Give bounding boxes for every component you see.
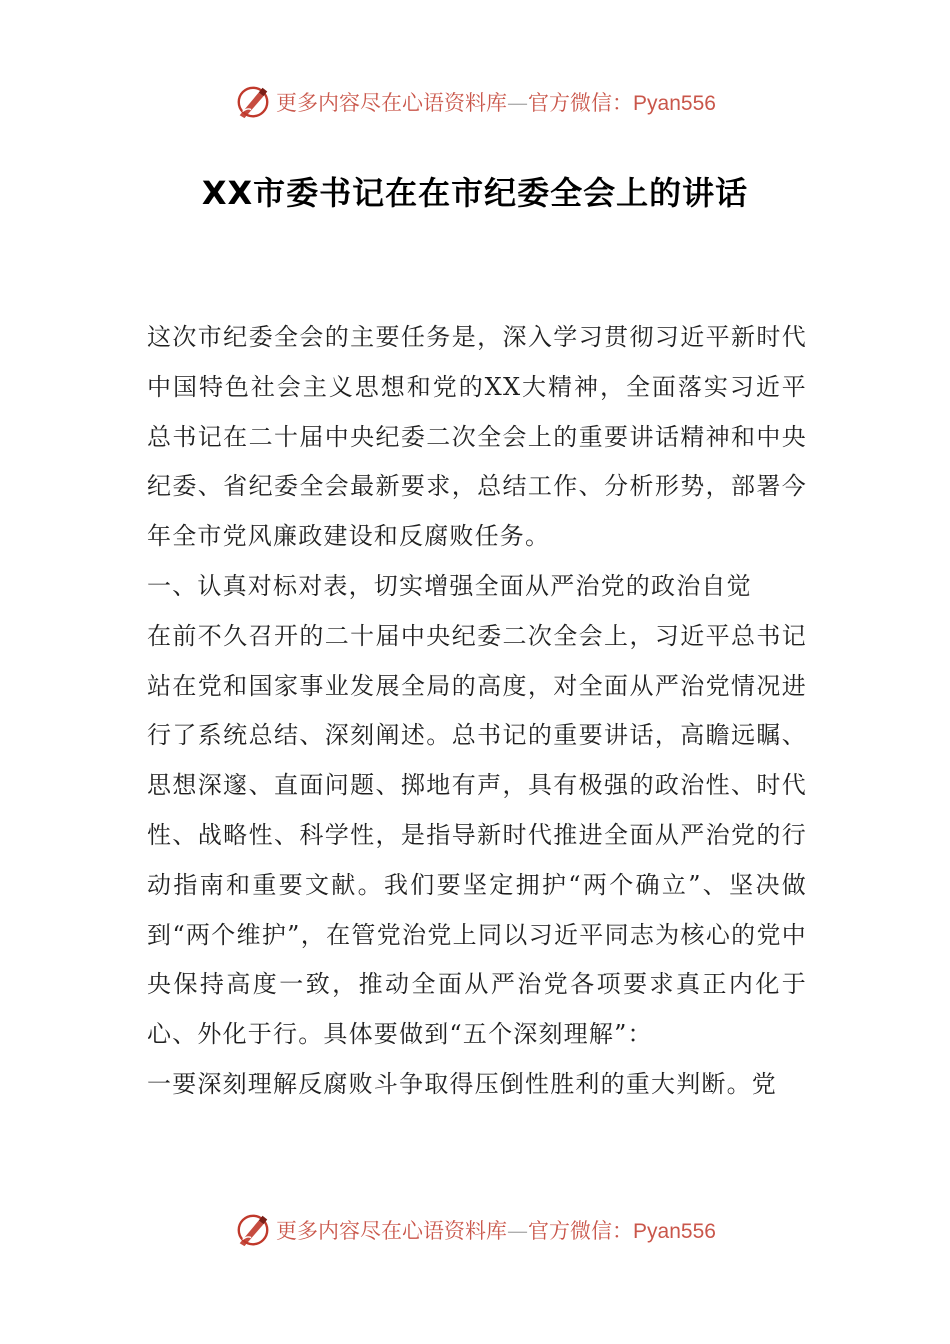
- wechat-handle: Pyan556: [633, 1220, 716, 1243]
- header-banner: [0, 80, 950, 124]
- paragraph-point-1: 一要深刻理解反腐败斗争取得压倒性胜利的重大判断。党: [147, 1069, 777, 1098]
- paragraph-section-1: 在前不久召开的二十届中央纪委二次全会上，习近平总书记站在党和国家事业发展全局的高度，对全面从严治党情况进行了系统总结、深刻阐述。总书记的重要讲话，高瞻远瞩、思想深邃、直面问题、掷地有声，具有极强的政治性、时代性、战略性、科学性，是指导新时代推进全面从严治党的行动指南和重要文献。我们要坚定拥护“两个确立”、坚决做到“两个维护”，在管党治党上同以习近平同志为核心的党中央保持高度一致，推动全面从严治党各项要求真正内化于心、外化于行。具体要做到“五个深刻理解”：: [147, 621, 807, 1049]
- banner-text: [276, 87, 716, 117]
- wechat-label: 官方微信：: [528, 91, 634, 115]
- footer-banner: [0, 1208, 950, 1252]
- pen-logo-icon: [234, 83, 272, 121]
- pen-logo-icon: [234, 1211, 272, 1249]
- banner-text: [276, 1215, 716, 1245]
- banner-slogan: 更多内容尽在心语资料库: [276, 91, 508, 115]
- document-body: [147, 313, 807, 1110]
- section-heading-1: 一、认真对标对表，切实增强全面从严治党的政治自觉: [147, 571, 752, 600]
- banner-slogan: 更多内容尽在心语资料库: [276, 1219, 508, 1243]
- wechat-label: 官方微信：: [528, 1219, 634, 1243]
- document-title: XX市委书记在在市纪委全会上的讲话: [201, 174, 749, 212]
- banner-separator: —: [507, 1219, 529, 1243]
- banner-separator: —: [507, 91, 529, 115]
- wechat-handle: Pyan556: [633, 92, 716, 115]
- paragraph-intro: 这次市纪委全会的主要任务是，深入学习贯彻习近平新时代中国特色社会主义思想和党的XX大精神，全面落实习近平总书记在二十届中央纪委二次全会上的重要讲话精神和中央纪委、省纪委全会最新要求，总结工作、分析形势，部署今年全市党风廉政建设和反腐败任务。: [147, 323, 807, 551]
